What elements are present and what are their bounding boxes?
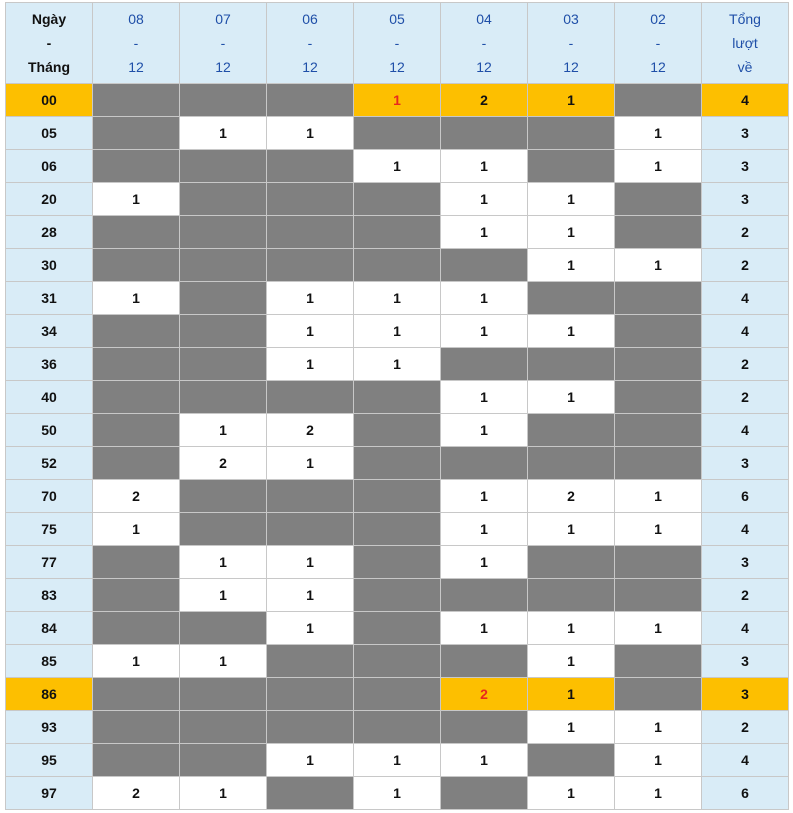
empty-cell <box>441 777 528 810</box>
empty-cell <box>267 711 354 744</box>
total-count: 2 <box>702 249 789 282</box>
count-cell: 1 <box>93 645 180 678</box>
table-row <box>6 711 789 744</box>
empty-cell <box>93 348 180 381</box>
empty-cell <box>615 414 702 447</box>
empty-cell <box>93 447 180 480</box>
empty-cell <box>180 183 267 216</box>
count-cell: 1 <box>528 645 615 678</box>
count-cell: 1 <box>528 315 615 348</box>
empty-cell <box>93 744 180 777</box>
count-cell: 1 <box>441 315 528 348</box>
total-count: 4 <box>702 84 789 117</box>
count-cell: 1 <box>615 711 702 744</box>
header-line: 12 <box>389 59 405 75</box>
header-line: Ngày <box>31 11 67 27</box>
empty-cell <box>615 216 702 249</box>
loto-number: 05 <box>6 117 93 150</box>
count-cell: 1 <box>528 678 615 711</box>
empty-cell <box>615 546 702 579</box>
count-cell: 1 <box>441 546 528 579</box>
empty-cell <box>93 84 180 117</box>
count-cell: 2 <box>441 678 528 711</box>
count-cell: 1 <box>267 579 354 612</box>
count-cell: 1 <box>180 579 267 612</box>
count-cell: 1 <box>528 513 615 546</box>
count-cell: 1 <box>267 612 354 645</box>
total-count: 6 <box>702 777 789 810</box>
empty-cell <box>180 678 267 711</box>
empty-cell <box>441 579 528 612</box>
count-cell: 1 <box>615 480 702 513</box>
empty-cell <box>180 513 267 546</box>
empty-cell <box>267 381 354 414</box>
empty-cell <box>93 414 180 447</box>
table-row <box>6 216 789 249</box>
loto-number: 30 <box>6 249 93 282</box>
count-cell: 2 <box>528 480 615 513</box>
empty-cell <box>267 183 354 216</box>
empty-cell <box>180 282 267 315</box>
total-count: 2 <box>702 381 789 414</box>
total-count: 2 <box>702 711 789 744</box>
total-count: 6 <box>702 480 789 513</box>
header-line: - <box>394 35 400 51</box>
count-cell: 2 <box>93 777 180 810</box>
empty-cell <box>528 282 615 315</box>
table-row <box>6 612 789 645</box>
count-cell: 1 <box>93 282 180 315</box>
count-cell: 1 <box>441 480 528 513</box>
table-row <box>6 84 789 117</box>
empty-cell <box>354 579 441 612</box>
empty-cell <box>267 249 354 282</box>
table-row <box>6 513 789 546</box>
table-row <box>6 447 789 480</box>
empty-cell <box>354 513 441 546</box>
table-row <box>6 480 789 513</box>
header-line: - <box>220 35 226 51</box>
empty-cell <box>180 315 267 348</box>
header-line: - <box>133 35 139 51</box>
empty-cell <box>354 645 441 678</box>
empty-cell <box>615 678 702 711</box>
loto-number: 70 <box>6 480 93 513</box>
count-cell: 1 <box>528 711 615 744</box>
count-cell: 2 <box>267 414 354 447</box>
empty-cell <box>93 216 180 249</box>
table-row <box>6 117 789 150</box>
count-cell: 1 <box>441 381 528 414</box>
empty-cell <box>267 150 354 183</box>
empty-cell <box>528 414 615 447</box>
empty-cell <box>267 480 354 513</box>
table-row <box>6 150 789 183</box>
header-line: 12 <box>128 59 144 75</box>
loto-number: 50 <box>6 414 93 447</box>
empty-cell <box>93 381 180 414</box>
empty-cell <box>267 513 354 546</box>
empty-cell <box>93 711 180 744</box>
empty-cell <box>180 216 267 249</box>
count-cell: 2 <box>441 84 528 117</box>
count-cell: 1 <box>267 744 354 777</box>
count-cell: 1 <box>267 546 354 579</box>
table-row <box>6 381 789 414</box>
count-cell: 1 <box>180 117 267 150</box>
empty-cell <box>93 546 180 579</box>
header-date-column <box>441 3 528 84</box>
header-line: 07 <box>215 11 231 27</box>
loto-number: 36 <box>6 348 93 381</box>
count-cell: 1 <box>267 117 354 150</box>
count-cell: 1 <box>354 777 441 810</box>
count-cell: 1 <box>441 216 528 249</box>
empty-cell <box>528 744 615 777</box>
count-cell: 1 <box>528 249 615 282</box>
total-count: 4 <box>702 744 789 777</box>
empty-cell <box>93 117 180 150</box>
header-line: Tổng <box>729 11 761 27</box>
empty-cell <box>93 612 180 645</box>
count-cell: 1 <box>93 513 180 546</box>
empty-cell <box>354 183 441 216</box>
count-cell: 1 <box>354 84 441 117</box>
empty-cell <box>354 447 441 480</box>
empty-cell <box>528 579 615 612</box>
header-line: - <box>46 35 52 51</box>
empty-cell <box>528 546 615 579</box>
count-cell: 1 <box>180 414 267 447</box>
empty-cell <box>93 315 180 348</box>
count-cell: 1 <box>354 150 441 183</box>
empty-cell <box>441 348 528 381</box>
header-line: - <box>307 35 313 51</box>
table-row <box>6 348 789 381</box>
empty-cell <box>180 381 267 414</box>
loto-number: 75 <box>6 513 93 546</box>
empty-cell <box>441 645 528 678</box>
empty-cell <box>615 183 702 216</box>
empty-cell <box>93 678 180 711</box>
header-date-column <box>267 3 354 84</box>
count-cell: 1 <box>441 414 528 447</box>
empty-cell <box>354 711 441 744</box>
table-row <box>6 315 789 348</box>
header-date-column <box>615 3 702 84</box>
loto-number: 52 <box>6 447 93 480</box>
empty-cell <box>615 282 702 315</box>
loto-number: 95 <box>6 744 93 777</box>
header-line: - <box>655 35 661 51</box>
header-date-column <box>93 3 180 84</box>
header-line: 12 <box>215 59 231 75</box>
count-cell: 1 <box>528 84 615 117</box>
total-count: 2 <box>702 216 789 249</box>
loto-number: 20 <box>6 183 93 216</box>
empty-cell <box>615 315 702 348</box>
total-count: 4 <box>702 315 789 348</box>
count-cell: 1 <box>441 744 528 777</box>
header-date-column <box>354 3 441 84</box>
empty-cell <box>354 546 441 579</box>
empty-cell <box>528 447 615 480</box>
empty-cell <box>441 711 528 744</box>
empty-cell <box>180 711 267 744</box>
empty-cell <box>180 744 267 777</box>
empty-cell <box>441 447 528 480</box>
count-cell: 1 <box>615 744 702 777</box>
count-cell: 1 <box>528 183 615 216</box>
table-row <box>6 183 789 216</box>
count-cell: 2 <box>180 447 267 480</box>
count-cell: 1 <box>354 282 441 315</box>
empty-cell <box>180 84 267 117</box>
count-cell: 1 <box>267 315 354 348</box>
count-cell: 1 <box>267 447 354 480</box>
table-row <box>6 414 789 447</box>
empty-cell <box>528 150 615 183</box>
header-line: - <box>568 35 574 51</box>
empty-cell <box>354 612 441 645</box>
total-count: 4 <box>702 513 789 546</box>
count-cell: 1 <box>180 546 267 579</box>
loto-number: 97 <box>6 777 93 810</box>
loto-number: 31 <box>6 282 93 315</box>
empty-cell <box>354 480 441 513</box>
empty-cell <box>267 84 354 117</box>
header-row <box>6 3 789 84</box>
empty-cell <box>528 117 615 150</box>
count-cell: 1 <box>615 612 702 645</box>
empty-cell <box>354 678 441 711</box>
empty-cell <box>93 579 180 612</box>
count-cell: 1 <box>441 612 528 645</box>
empty-cell <box>615 579 702 612</box>
table-row <box>6 579 789 612</box>
empty-cell <box>615 348 702 381</box>
count-cell: 1 <box>267 282 354 315</box>
empty-cell <box>615 447 702 480</box>
count-cell: 1 <box>615 777 702 810</box>
count-cell: 2 <box>93 480 180 513</box>
header-line: - <box>481 35 487 51</box>
header-line: 02 <box>650 11 666 27</box>
loto-number: 85 <box>6 645 93 678</box>
header-line: 12 <box>650 59 666 75</box>
loto-frequency-table <box>5 2 789 810</box>
total-count: 4 <box>702 612 789 645</box>
total-count: 3 <box>702 183 789 216</box>
count-cell: 1 <box>528 777 615 810</box>
empty-cell <box>180 249 267 282</box>
total-count: 3 <box>702 546 789 579</box>
loto-number: 86 <box>6 678 93 711</box>
table-header <box>6 3 789 84</box>
empty-cell <box>441 117 528 150</box>
loto-number: 28 <box>6 216 93 249</box>
total-count: 3 <box>702 150 789 183</box>
header-line: lượt <box>732 35 758 51</box>
empty-cell <box>354 117 441 150</box>
empty-cell <box>267 678 354 711</box>
total-count: 4 <box>702 414 789 447</box>
table-body <box>6 84 789 810</box>
total-count: 3 <box>702 678 789 711</box>
count-cell: 1 <box>615 117 702 150</box>
count-cell: 1 <box>93 183 180 216</box>
loto-number: 00 <box>6 84 93 117</box>
empty-cell <box>93 150 180 183</box>
header-line: 05 <box>389 11 405 27</box>
header-total <box>702 3 789 84</box>
header-line: Tháng <box>28 59 70 75</box>
empty-cell <box>354 249 441 282</box>
empty-cell <box>93 249 180 282</box>
header-line: 08 <box>128 11 144 27</box>
empty-cell <box>180 150 267 183</box>
table-row <box>6 645 789 678</box>
empty-cell <box>354 414 441 447</box>
header-line: 03 <box>563 11 579 27</box>
count-cell: 1 <box>180 645 267 678</box>
header-line: 12 <box>563 59 579 75</box>
count-cell: 1 <box>354 744 441 777</box>
empty-cell <box>267 216 354 249</box>
count-cell: 1 <box>441 513 528 546</box>
header-date-month <box>6 3 93 84</box>
loto-number: 34 <box>6 315 93 348</box>
count-cell: 1 <box>528 612 615 645</box>
count-cell: 1 <box>354 315 441 348</box>
empty-cell <box>354 381 441 414</box>
table-row <box>6 546 789 579</box>
count-cell: 1 <box>441 150 528 183</box>
count-cell: 1 <box>267 348 354 381</box>
count-cell: 1 <box>441 282 528 315</box>
loto-number: 06 <box>6 150 93 183</box>
empty-cell <box>267 777 354 810</box>
total-count: 3 <box>702 117 789 150</box>
total-count: 2 <box>702 348 789 381</box>
total-count: 3 <box>702 447 789 480</box>
total-count: 2 <box>702 579 789 612</box>
empty-cell <box>354 216 441 249</box>
empty-cell <box>267 645 354 678</box>
loto-number: 93 <box>6 711 93 744</box>
empty-cell <box>180 348 267 381</box>
count-cell: 1 <box>528 216 615 249</box>
header-line: 12 <box>476 59 492 75</box>
empty-cell <box>615 645 702 678</box>
empty-cell <box>528 348 615 381</box>
count-cell: 1 <box>441 183 528 216</box>
loto-number: 84 <box>6 612 93 645</box>
loto-number: 83 <box>6 579 93 612</box>
count-cell: 1 <box>354 348 441 381</box>
empty-cell <box>615 381 702 414</box>
header-line: 04 <box>476 11 492 27</box>
loto-number: 77 <box>6 546 93 579</box>
count-cell: 1 <box>180 777 267 810</box>
count-cell: 1 <box>528 381 615 414</box>
table-row <box>6 777 789 810</box>
table-row <box>6 282 789 315</box>
count-cell: 1 <box>615 249 702 282</box>
empty-cell <box>180 612 267 645</box>
table-row <box>6 249 789 282</box>
empty-cell <box>615 84 702 117</box>
total-count: 4 <box>702 282 789 315</box>
count-cell: 1 <box>615 513 702 546</box>
header-line: 06 <box>302 11 318 27</box>
table-row <box>6 744 789 777</box>
empty-cell <box>441 249 528 282</box>
header-date-column <box>528 3 615 84</box>
loto-number: 40 <box>6 381 93 414</box>
total-count: 3 <box>702 645 789 678</box>
empty-cell <box>180 480 267 513</box>
header-line: về <box>737 59 753 75</box>
table-row <box>6 678 789 711</box>
count-cell: 1 <box>615 150 702 183</box>
header-line: 12 <box>302 59 318 75</box>
header-date-column <box>180 3 267 84</box>
